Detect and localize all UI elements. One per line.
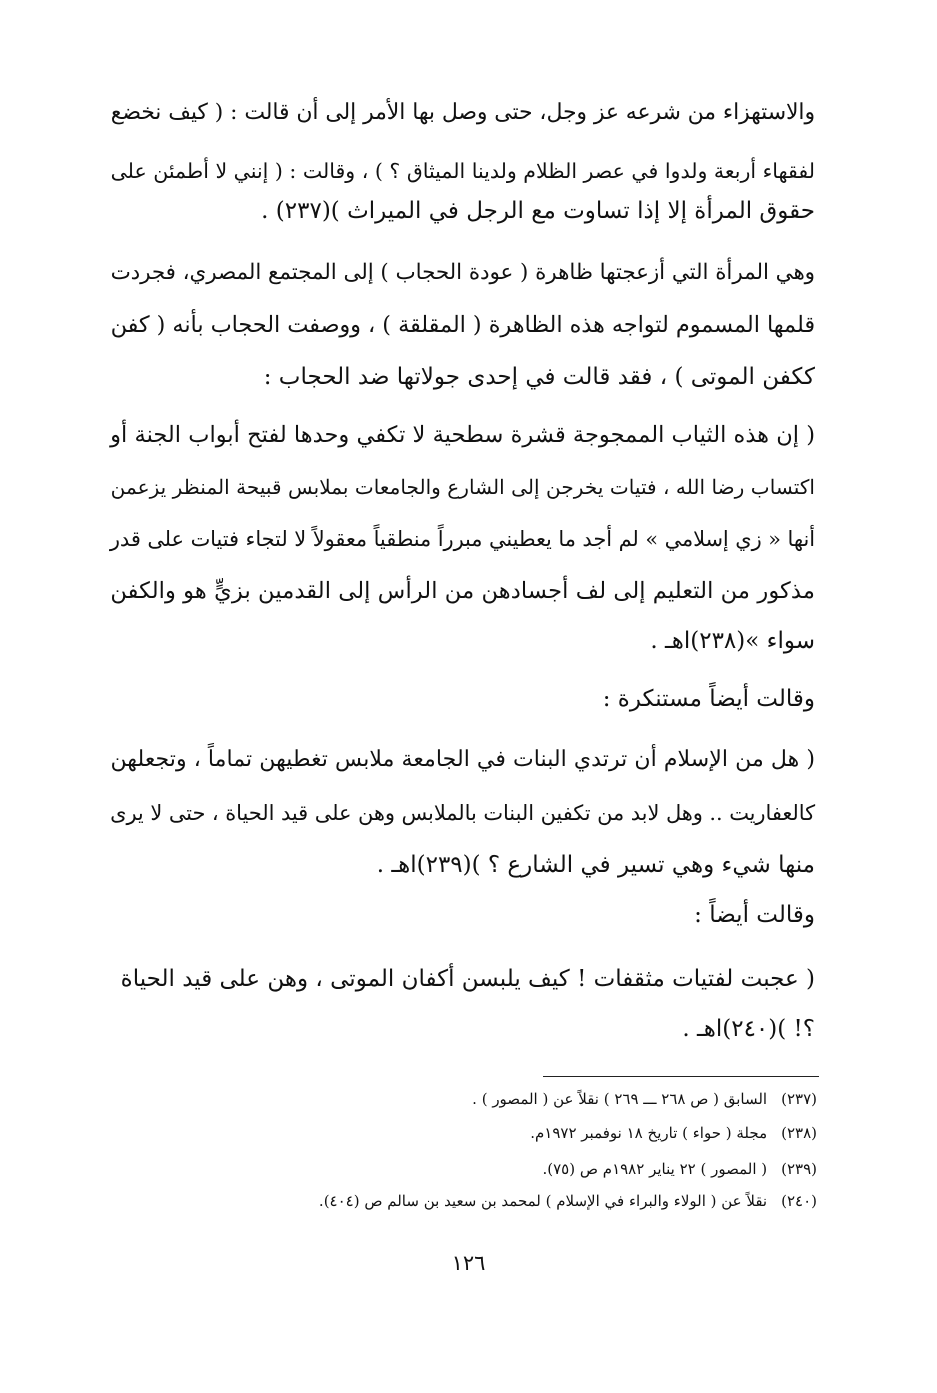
body-line-9: أنها « زي إسلامي » لم أجد ما يعطيني مبرراً منطقياً معقولاً لا لتجاء فتيات على قدر bbox=[109, 527, 815, 551]
body-line-13: ( هل من الإسلام أن ترتدي البنات في الجامعة ملابس تغطيهن تماماً ، وتجعلهن bbox=[110, 746, 815, 772]
footnote-separator bbox=[543, 1076, 819, 1077]
footnote-number: (٢٤٠) bbox=[781, 1192, 817, 1210]
body-line-5: قلمها المسموم لتواجه هذه الظاهرة ( المقلقة ) ، ووصفت الحجاب بأنه ( كفن bbox=[110, 312, 815, 338]
body-line-12: وقالت أيضاً مستنكرة : bbox=[602, 686, 815, 712]
body-line-14: كالعفاريت .. وهل لابد من تكفين البنات بالملابس وهن على قيد الحياة ، حتى لا يرى bbox=[110, 801, 815, 825]
footnote-text: ( المصور ) ٢٢ يناير ١٩٨٢م ص (٧٥). bbox=[542, 1160, 768, 1178]
body-line-6: ككفن الموتى ) ، فقد قالت في إحدى جولاتها ضد الحجاب : bbox=[263, 364, 815, 390]
body-line-8: اكتساب رضا الله ، فتيات يخرجن إلى الشارع والجامعات بملابس قبيحة المنظر يزعمن bbox=[110, 475, 815, 499]
footnote-text: السابق ( ص ٢٦٨ ـــ ٢٦٩ ) نقلاً عن ( المصور ) . bbox=[472, 1090, 768, 1108]
footnote-238 bbox=[530, 1120, 817, 1146]
footnote-239 bbox=[543, 1156, 818, 1182]
body-line-16: وقالت أيضاً : bbox=[694, 902, 815, 928]
page-number: ١٢٦ bbox=[451, 1251, 486, 1275]
body-line-1: والاستهزاء من شرعه عز وجل، حتى وصل بها الأمر إلى أن قالت : ( كيف نخضع bbox=[110, 100, 815, 125]
footnote-number: (٢٣٧) bbox=[781, 1090, 817, 1108]
body-line-3: حقوق المرأة إلا إذا تساوت مع الرجل في الميراث )(٢٣٧) . bbox=[261, 198, 815, 224]
body-line-2: لفقهاء أربعة ولدوا في عصر الظلام ولدينا الميثاق ؟ ) ، وقالت : ( إنني لا أطمئن على bbox=[110, 159, 815, 183]
body-line-4: وهي المرأة التي أزعجتها ظاهرة ( عودة الحجاب ) إلى المجتمع المصري، فجردت bbox=[110, 260, 815, 285]
body-line-17: ( عجبت لفتيات مثقفات ! كيف يلبسن أكفان الموتى ، وهن على قيد الحياة bbox=[120, 966, 815, 992]
footnote-237 bbox=[472, 1086, 817, 1112]
footnote-text: نقلاً عن ( الولاء والبراء في الإسلام ) لمحمد بن سعيد بن سالم ص (٤٠٤). bbox=[318, 1192, 768, 1210]
body-line-10: مذكور من التعليم إلى لف أجسادهن من الرأس إلى القدمين بزيٍّ هو والكفن bbox=[110, 578, 815, 604]
body-line-7: ( إن هذه الثياب الممجوجة قشرة سطحية لا تكفي وحدها لفتح أبواب الجنة أو bbox=[110, 422, 815, 448]
footnote-text: مجلة ( حواء ) تاريخ ١٨ نوفمبر ١٩٧٢م. bbox=[530, 1124, 768, 1142]
body-line-18: ؟! )(٢٤٠)اهـ . bbox=[682, 1016, 815, 1042]
body-line-11: سواء »(٢٣٨)اهـ . bbox=[650, 628, 815, 654]
footnote-number: (٢٣٨) bbox=[781, 1124, 817, 1142]
body-line-15: منها شيء وهي تسير في الشارع ؟ )(٢٣٩)اهـ . bbox=[376, 852, 815, 878]
footnote-number: (٢٣٩) bbox=[781, 1160, 817, 1178]
footnote-240 bbox=[319, 1188, 817, 1214]
